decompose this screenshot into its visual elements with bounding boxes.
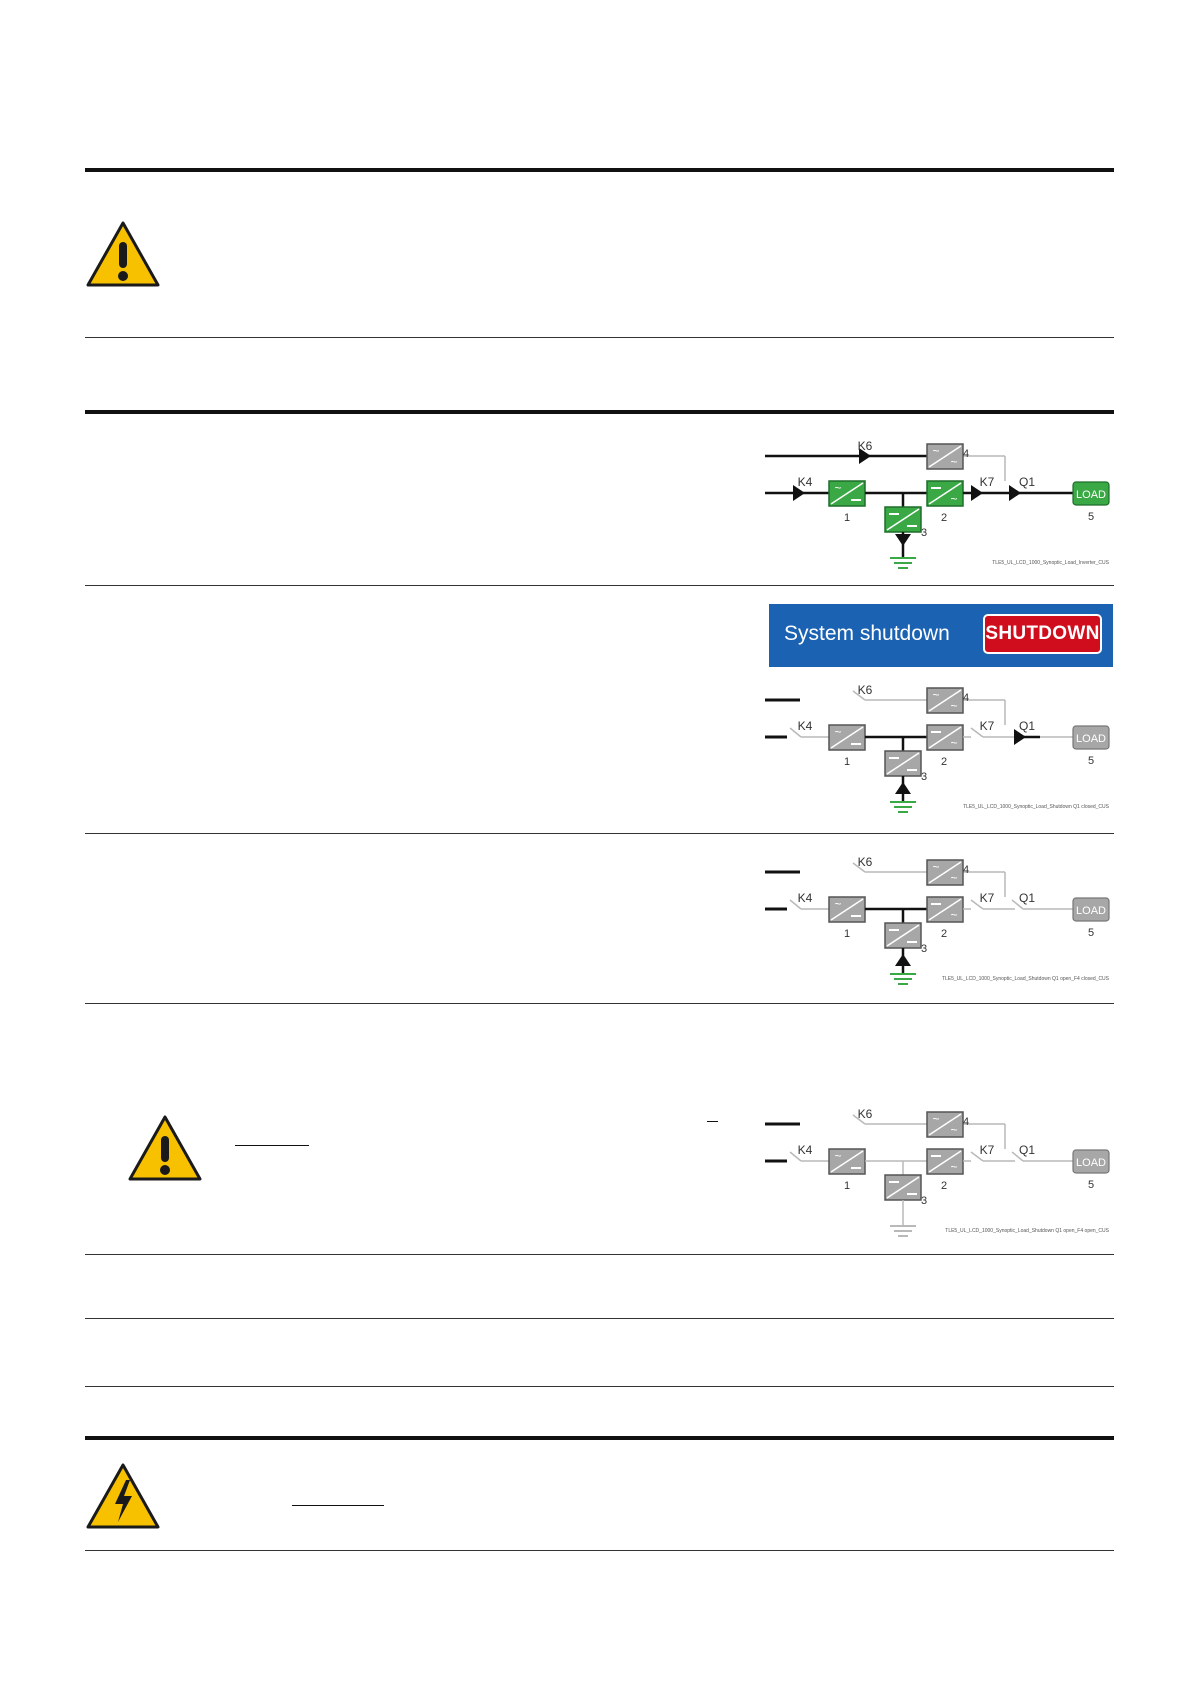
row-divider xyxy=(85,585,1114,586)
bypass-block-4-ac-symbol: ~ xyxy=(932,444,940,458)
rectifier-block-1-ac-symbol: ~ xyxy=(834,897,842,911)
inverter-block-2-ac-symbol: ~ xyxy=(950,1160,958,1174)
label-4: 4 xyxy=(962,864,970,876)
label-k7: K7 xyxy=(979,475,995,489)
label-q1: Q1 xyxy=(1018,719,1036,733)
label-1: 1 xyxy=(843,928,851,940)
label-4: 4 xyxy=(962,448,970,460)
diagram-caption: TLE5_UL_LCD_1000_Synoptic_Load_Shutdown Q1 open_F4 open_CUS xyxy=(945,1228,1109,1234)
warning-triangle-icon xyxy=(85,220,161,288)
synoptic-diagram-shutdown-q1-closed xyxy=(765,680,1115,815)
label-k7: K7 xyxy=(979,719,995,733)
load-label: LOAD xyxy=(1076,1157,1106,1169)
row-divider xyxy=(85,1254,1114,1255)
inverter-block-2-ac-symbol: ~ xyxy=(950,908,958,922)
row-divider xyxy=(85,1386,1114,1387)
label-k6: K6 xyxy=(857,439,873,453)
label-3: 3 xyxy=(920,771,928,783)
battery-arrow xyxy=(895,534,911,546)
label-q1: Q1 xyxy=(1018,891,1036,905)
label-5: 5 xyxy=(1087,927,1095,939)
bypass-block-4-ac-symbol: ~ xyxy=(950,699,958,713)
bypass-block-4-ac-symbol: ~ xyxy=(950,871,958,885)
system-shutdown-banner xyxy=(769,604,1113,667)
label-2: 2 xyxy=(940,512,948,524)
label-k6: K6 xyxy=(857,1107,873,1121)
label-k6: K6 xyxy=(857,855,873,869)
section-rule xyxy=(85,1550,1114,1551)
label-1: 1 xyxy=(843,1180,851,1192)
dash-mark xyxy=(707,1121,718,1122)
bypass-block-4-ac-symbol: ~ xyxy=(932,860,940,874)
label-5: 5 xyxy=(1087,1179,1095,1191)
row-divider xyxy=(85,1003,1114,1004)
inverter-block-2-ac-symbol: ~ xyxy=(950,492,958,506)
label-1: 1 xyxy=(843,512,851,524)
bypass-block-4-ac-symbol: ~ xyxy=(932,688,940,702)
label-5: 5 xyxy=(1087,511,1095,523)
rectifier-block-1-ac-symbol: ~ xyxy=(834,725,842,739)
high-voltage-triangle-icon xyxy=(85,1462,161,1530)
diagram-caption: TLE5_UL_LCD_1000_Synoptic_Load_Shutdown Q1 open_F4 closed_CUS xyxy=(941,976,1109,982)
label-1: 1 xyxy=(843,756,851,768)
section-rule xyxy=(85,168,1114,172)
underline-mark xyxy=(235,1145,309,1146)
section-rule xyxy=(85,337,1114,338)
warning-triangle-icon xyxy=(127,1114,203,1182)
bypass-block-4-ac-symbol: ~ xyxy=(950,455,958,469)
battery-arrow xyxy=(895,954,911,966)
label-q1: Q1 xyxy=(1018,1143,1036,1157)
load-label: LOAD xyxy=(1076,733,1106,745)
section-rule xyxy=(85,1436,1114,1440)
banner-title: System shutdown xyxy=(784,622,950,645)
label-4: 4 xyxy=(962,1116,970,1128)
section-rule xyxy=(85,410,1114,414)
label-k6: K6 xyxy=(857,683,873,697)
label-k4: K4 xyxy=(797,1143,813,1157)
rectifier-block-1-ac-symbol: ~ xyxy=(834,481,842,495)
label-k4: K4 xyxy=(797,891,813,905)
synoptic-diagram-shutdown-q1-open-f4-closed xyxy=(765,852,1115,987)
inverter-block-2-ac-symbol: ~ xyxy=(950,736,958,750)
row-divider xyxy=(85,833,1114,834)
label-3: 3 xyxy=(920,527,928,539)
label-k7: K7 xyxy=(979,891,995,905)
underline-mark xyxy=(292,1505,384,1506)
bypass-block-4-ac-symbol: ~ xyxy=(932,1112,940,1126)
load-label: LOAD xyxy=(1076,905,1106,917)
label-k4: K4 xyxy=(797,475,813,489)
label-2: 2 xyxy=(940,756,948,768)
shutdown-button[interactable]: SHUTDOWN xyxy=(983,614,1102,654)
label-5: 5 xyxy=(1087,755,1095,767)
label-2: 2 xyxy=(940,928,948,940)
synoptic-diagram-load-inverter xyxy=(765,436,1115,571)
diagram-caption: TLE5_UL_LCD_1000_Synoptic_Load_Shutdown Q1 closed_CUS xyxy=(963,804,1109,810)
label-3: 3 xyxy=(920,943,928,955)
label-3: 3 xyxy=(920,1195,928,1207)
battery-arrow xyxy=(895,782,911,794)
bypass-block-4-ac-symbol: ~ xyxy=(950,1123,958,1137)
label-q1: Q1 xyxy=(1018,475,1036,489)
rectifier-block-1-ac-symbol: ~ xyxy=(834,1149,842,1163)
diagram-caption: TLE5_UL_LCD_1000_Synoptic_Load_Inverter_CUS xyxy=(992,560,1109,566)
load-label: LOAD xyxy=(1076,489,1106,501)
label-k4: K4 xyxy=(797,719,813,733)
label-2: 2 xyxy=(940,1180,948,1192)
label-4: 4 xyxy=(962,692,970,704)
label-k7: K7 xyxy=(979,1143,995,1157)
row-divider xyxy=(85,1318,1114,1319)
synoptic-diagram-shutdown-q1-open-f4-open xyxy=(765,1104,1115,1239)
